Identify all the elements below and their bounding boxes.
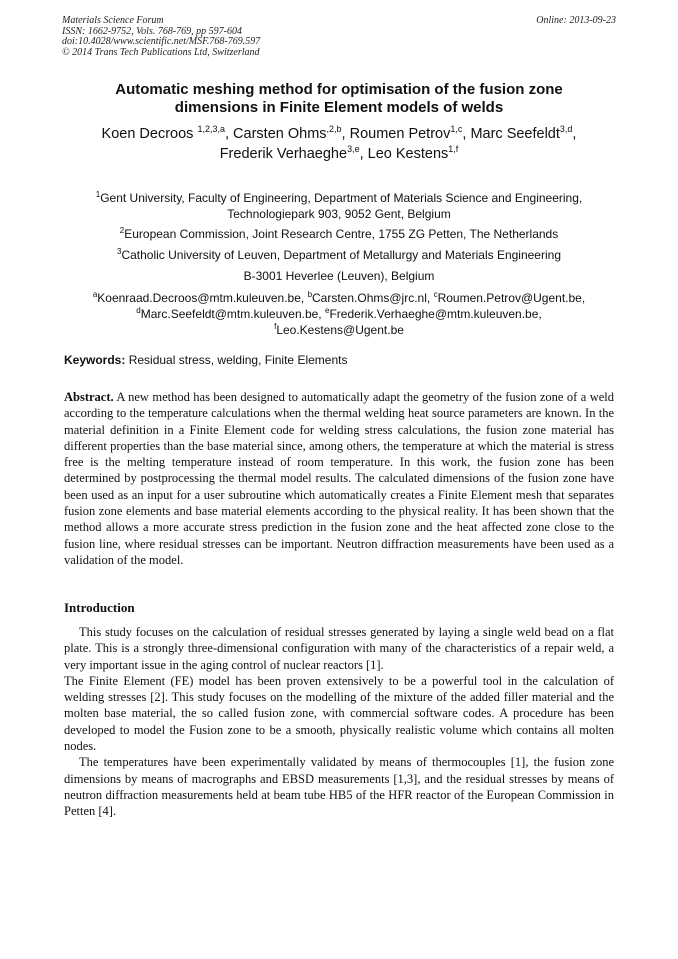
abstract-label: Abstract. <box>64 390 114 404</box>
journal-copyright: © 2014 Trans Tech Publications Ltd, Switzerland <box>62 46 260 58</box>
affiliation-line: B-3001 Heverlee (Leuven), Belgium <box>243 269 435 283</box>
abstract <box>64 389 614 568</box>
keywords-label: Keywords: <box>64 353 126 367</box>
affiliation-3 <box>62 247 616 284</box>
affiliation-1 <box>62 190 616 222</box>
introduction-body <box>64 624 614 820</box>
affiliation-line <box>62 190 616 206</box>
author-line-1: Koen Decroos $^{1,2,3,a}$, Carsten Ohms$^{,2,b}$, Roumen Petrov$^{1,c}$, Marc Seefeldt$^{3,d}$, <box>101 124 577 142</box>
author-sup: 1,f <box>448 144 459 154</box>
affiliation-line: Technologiepark 903, 9052 Gent, Belgium <box>227 207 451 221</box>
email-address: Leo.Kestens@Ugent.be <box>276 323 404 337</box>
author-list <box>62 124 616 164</box>
affiliation-line <box>62 226 616 242</box>
email-address: Frederik.Verhaeghe@mtm.kuleuven.be, <box>329 307 542 321</box>
author-sup: 1,c <box>450 124 463 134</box>
keywords-text: Residual stress, welding, Finite Elements <box>128 353 348 367</box>
email-address: Carsten.Ohms@jrc.nl, <box>312 291 431 305</box>
abstract-text: A new method has been designed to automatically adapt the geometry of the fusion zone of a weld according to the temperature calculations when the thermal welding heat source parameters are known. In the material definition in a Finite Element code for welding stress calculations, the fusion zone material has different properties than the base material since, among others, the temperature at which the material is stress free is the melting temperature instead of room temperature. In this work, the fusion zone has been determined by postprocessing the thermal model results. The calculated dimensions of the fusion zone have been used as an input for a user subroutine which automatically creates a Finite Element mesh that separates fusion zone elements and base material elements according to the physical reality. It has been shown that the method allows a more accurate stress prediction in the fusion zone and the heat affected zone close to the fusion line, where residual stresses can be important. Neutron diffraction measurements have been used as a validation of the model. <box>64 390 614 567</box>
email-list <box>62 290 616 338</box>
email-line-3 <box>62 322 616 338</box>
email-sup: a <box>92 290 98 299</box>
author-name: Koen Decroos <box>101 126 194 142</box>
email-address: Marc.Seefeldt@mtm.kuleuven.be, <box>140 307 322 321</box>
email-line-2 <box>62 306 616 322</box>
journal-name: Materials Science Forum <box>62 15 164 26</box>
author-name: Marc Seefeldt <box>470 126 560 142</box>
author-sup: 1,2,3,a <box>197 124 225 134</box>
email-sup: e <box>324 306 330 315</box>
author-sup: 3,e <box>347 144 360 154</box>
author-sup: 3,d <box>559 124 573 134</box>
author-line-2: Frederik Verhaeghe$^{3,e}$, Leo Kestens$^{1,f}$ <box>219 144 459 162</box>
affiliation-sup: 1 <box>95 190 101 199</box>
title-line-2: dimensions in Finite Element models of welds <box>174 99 504 116</box>
paragraph: This study focuses on the calculation of residual stresses generated by laying a single weld bead on a flat plate. This is a strongly three-dimensional configuration with many of the characteristics of a repair weld, a very important issue in the aging control of nuclear reactors [1]. <box>64 625 614 672</box>
email-sup: f <box>274 322 277 331</box>
online-date: Online: 2013-09-23 <box>536 15 616 26</box>
email-address: Koenraad.Decroos@mtm.kuleuven.be, <box>97 291 305 305</box>
paper-title <box>62 81 616 117</box>
keywords <box>64 352 616 368</box>
email-sup: b <box>307 290 313 299</box>
email-address: Roumen.Petrov@Ugent.be, <box>437 291 586 305</box>
affiliation-text: Catholic University of Leuven, Department of Metallurgy and Materials Engineering <box>121 248 561 262</box>
author-name: Carsten Ohms <box>233 126 327 142</box>
section-heading-introduction: Introduction <box>64 600 135 615</box>
journal-header <box>62 16 616 58</box>
email-sup: d <box>136 306 141 315</box>
affiliation-text: Gent University, Faculty of Engineering, Department of Materials Science and Engineering, <box>100 191 583 205</box>
affiliation-line <box>62 247 616 263</box>
affiliation-sup: 3 <box>116 247 122 256</box>
affiliation-text: European Commission, Joint Research Centre, 1755 ZG Petten, The Netherlands <box>124 227 559 241</box>
affiliation-sup: 2 <box>119 226 125 235</box>
journal-issn: ISSN: 1662-9752, Vols. 768-769, pp 597-604 <box>62 25 242 37</box>
journal-doi: doi:10.4028/www.scientific.net/MSF.768-769.597 <box>62 36 261 47</box>
email-line-1 <box>62 290 616 306</box>
author-name: Frederik Verhaeghe <box>219 146 348 162</box>
title-line-1: Automatic meshing method for optimisation of the fusion zone <box>115 81 563 98</box>
author-name: Roumen Petrov <box>349 126 451 142</box>
email-sup: c <box>433 290 438 299</box>
paragraph: The temperatures have been experimentally validated by means of thermocouples [1], the fusion zone dimensions by means of macrographs and EBSD measurements [1,3], and the residual stresses by means of neutron diffraction measurements held at beam tube HB5 of the HFR reactor of the European Commission in Petten [4]. <box>64 755 614 819</box>
paragraph: The Finite Element (FE) model has been proven extensively to be a powerful tool in the calculation of welding stresses [2]. This study focuses on the modelling of the mixture of the added filler material and the molten base material, the so called fusion zone, with commercial software codes. A procedure has been developed to model the Fusion zone to be a smooth, physically realistic volume which contains all molten nodes. <box>64 673 614 754</box>
author-sup: ,2,b <box>326 124 342 134</box>
author-name: Leo Kestens <box>367 146 449 162</box>
affiliation-2 <box>62 226 616 242</box>
